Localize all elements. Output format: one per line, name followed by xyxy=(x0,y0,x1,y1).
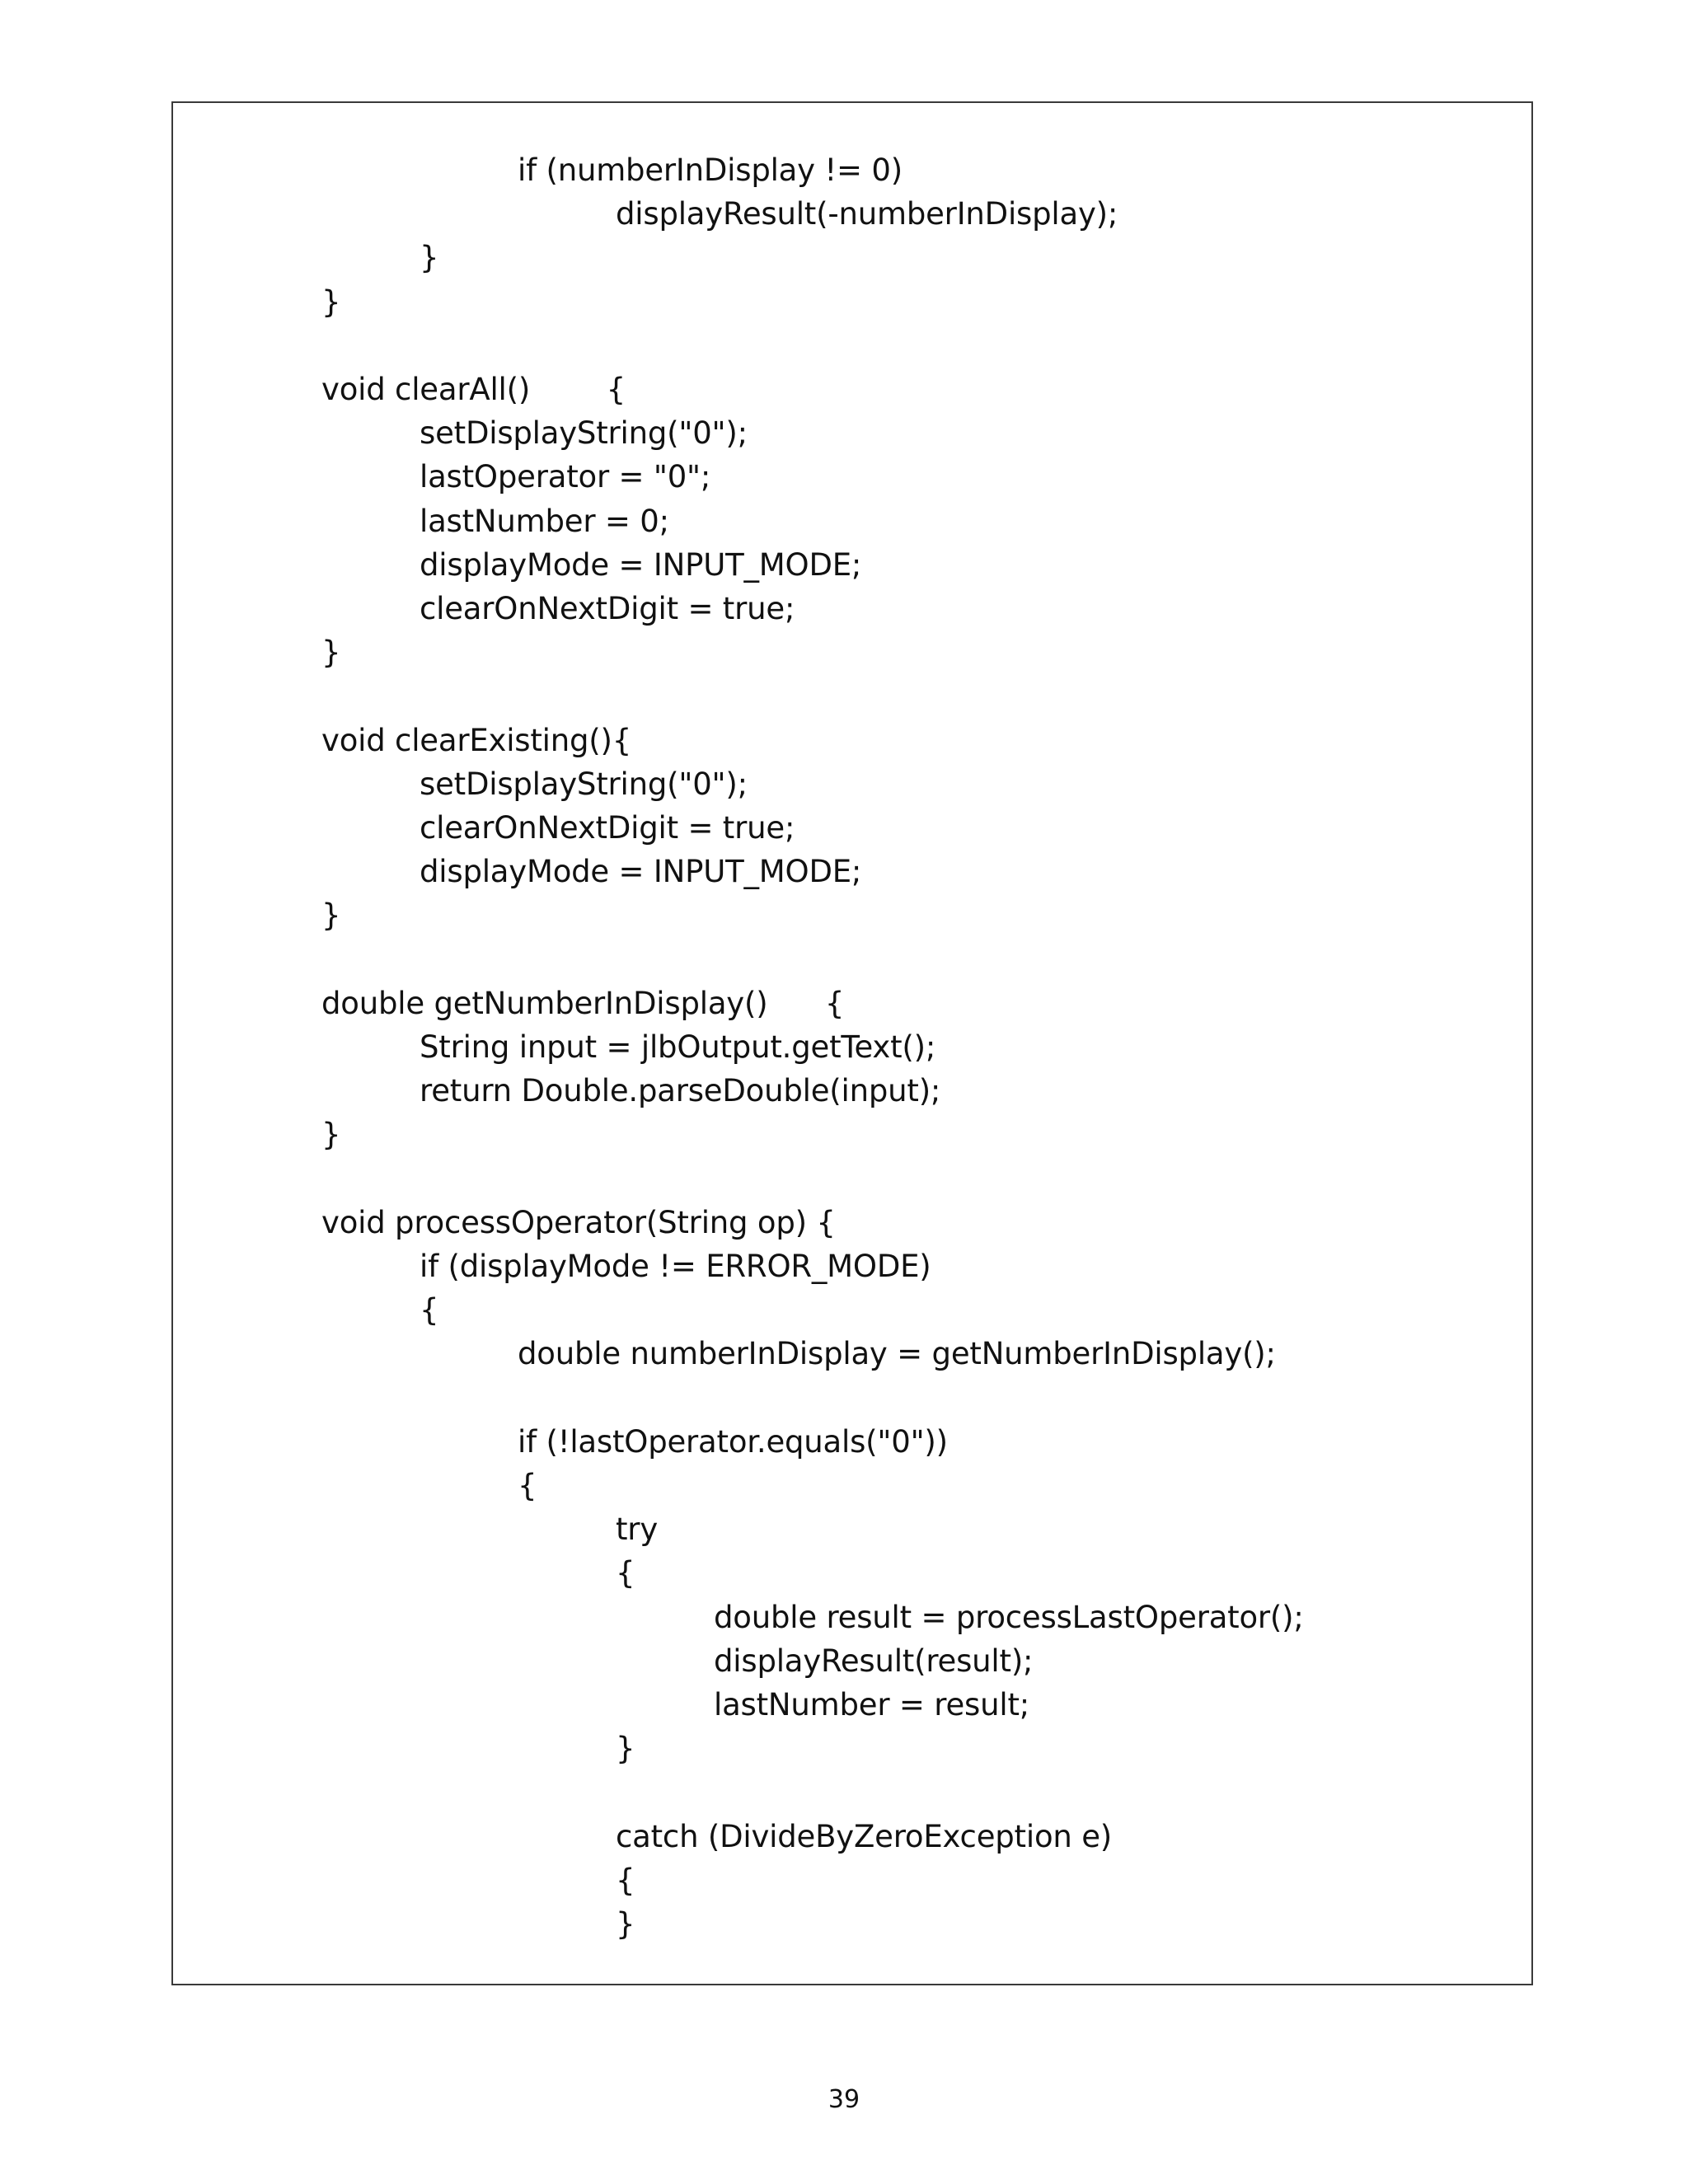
code-line: { xyxy=(518,1468,537,1503)
code-line: } xyxy=(616,1906,635,1942)
code-line: } xyxy=(321,284,341,320)
code-line: } xyxy=(420,240,439,276)
code-line: try xyxy=(616,1511,659,1548)
code-line: void processOperator(String op) { xyxy=(321,1204,836,1240)
page-number: 39 xyxy=(828,2085,860,2114)
code-line: { xyxy=(420,1292,439,1329)
code-line: clearOnNextDigit = true; xyxy=(420,591,795,626)
code-line: displayMode = INPUT_MODE; xyxy=(420,546,862,583)
code-line: double result = processLastOperator(); xyxy=(714,1599,1304,1635)
code-line: double numberInDisplay = getNumberInDisplay(); xyxy=(518,1336,1276,1372)
code-line: return Double.parseDouble(input); xyxy=(420,1073,941,1109)
code-line: if (displayMode != ERROR_MODE) xyxy=(420,1249,931,1284)
code-line: { xyxy=(616,1862,635,1898)
code-line: displayResult(-numberInDisplay); xyxy=(616,196,1118,232)
code-line: } xyxy=(616,1731,635,1767)
code-line: if (!lastOperator.equals("0")) xyxy=(518,1423,948,1460)
code-line: setDisplayString("0"); xyxy=(420,766,748,802)
code-line: clearOnNextDigit = true; xyxy=(420,810,795,846)
code-line: void clearAll() { xyxy=(321,372,626,407)
code-line: } xyxy=(321,1117,341,1153)
code-line: lastOperator = "0"; xyxy=(420,459,711,495)
code-line: displayMode = INPUT_MODE; xyxy=(420,854,862,890)
code-line: } xyxy=(321,635,341,671)
code-line: lastNumber = 0; xyxy=(420,503,669,539)
code-line: displayResult(result); xyxy=(714,1643,1034,1679)
code-line: String input = jlbOutput.getText(); xyxy=(420,1029,936,1065)
code-line: double getNumberInDisplay() { xyxy=(321,985,845,1021)
code-line: catch (DivideByZeroException e) xyxy=(616,1818,1112,1854)
code-line: { xyxy=(616,1555,635,1591)
code-line: void clearExisting(){ xyxy=(321,722,632,758)
code-line: if (numberInDisplay != 0) xyxy=(518,152,903,188)
code-line: setDisplayString("0"); xyxy=(420,415,748,452)
code-line: lastNumber = result; xyxy=(714,1687,1030,1722)
code-line: } xyxy=(321,898,341,934)
